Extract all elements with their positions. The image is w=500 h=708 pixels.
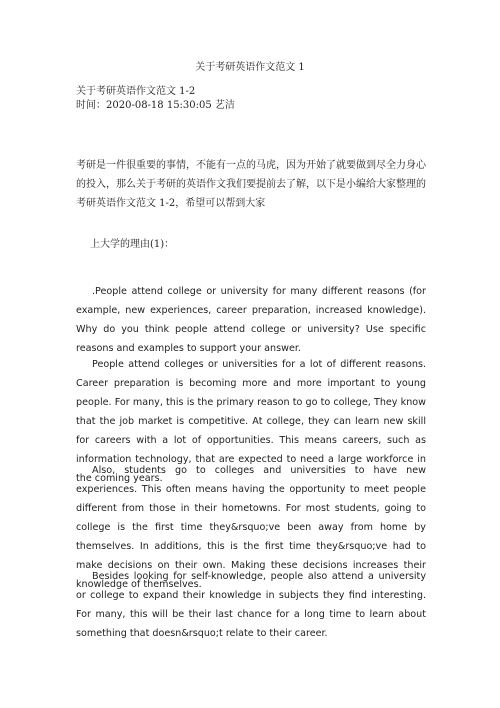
- publish-time: 时间：2020-08-18 15:30:05 艺洁: [76, 100, 235, 111]
- intro-paragraph: 考研是一件很重要的事情，不能有一点的马虎，因为开始了就要做到尽全力身心的投入，那么关于考研的英语作文我们要提前去了解，以下是小编给大家整理的考研英语作文范文 1-2，希望可以帮到大家: [76, 160, 426, 209]
- essay-question: .People attend college or university for many different reasons (for example, new experiences, career preparation, increased knowledge). Why do you think people attend college or university? Use specific reasons and examples to support your answer.: [76, 286, 426, 354]
- document-subtitle: 关于考研英语作文范文 1-2: [76, 86, 196, 97]
- essay-paragraph-3: Besides looking for self-knowledge, people also attend a university or college to expand their knowledge in subjects they find interesting. For many, this will be their last chance for a long time to learn about something that doesn&rsquo;t relate to their career.: [76, 571, 426, 639]
- essay-paragraph-1: People attend colleges or universities for a lot of different reasons. Career preparation is becoming more and more important to young people. For many, this is the primary reason to go to college, They know that the job market is competitive. At college, they can learn new skill for careers with a lot of opportunities. This means careers, such as information technology, that are expected to need a large workforce in the coming years.: [76, 359, 426, 484]
- essay-paragraph-2: Also, students go to colleges and universities to have new experiences. This often means having the opportunity to meet people different from those in their hometowns. For most students, going to college is the first time they&rsquo;ve been away from home by themselves. In additions, this is the first time they&rsquo;ve had to make decisions on their own. Making these decisions increases their knowledge of themselves.: [76, 465, 426, 590]
- document-title: 关于考研英语作文范文 1: [195, 62, 305, 73]
- section-heading: 上大学的理由(1)：: [90, 239, 175, 250]
